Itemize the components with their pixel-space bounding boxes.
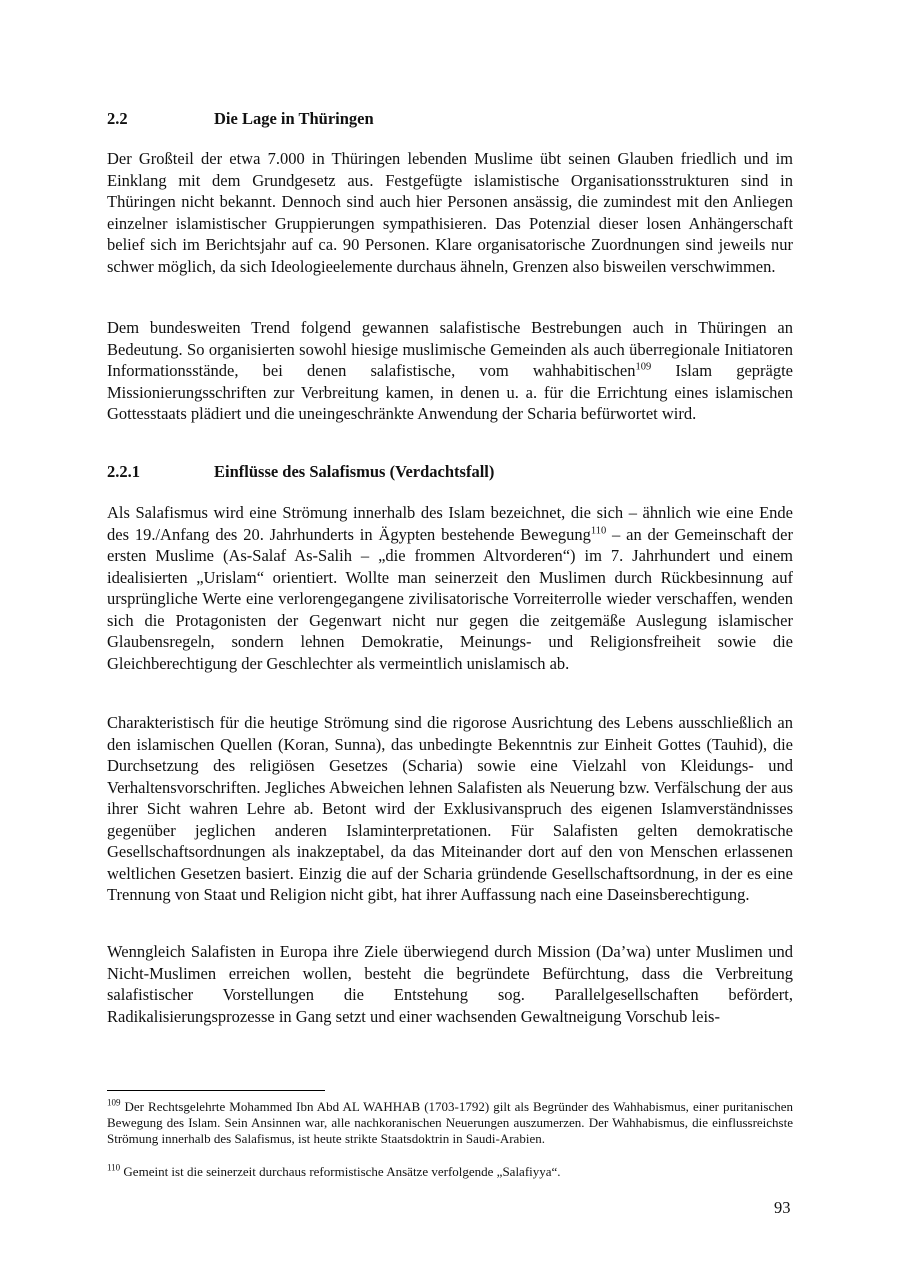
paragraph bbox=[107, 317, 793, 425]
section-number: 2.2.1 bbox=[107, 462, 140, 481]
footnote-number: 110 bbox=[107, 1162, 121, 1173]
section-title: Einflüsse des Salafismus (Verdachtsfall) bbox=[214, 462, 495, 481]
footnote-110 bbox=[107, 1164, 793, 1180]
paragraph: Der Großteil der etwa 7.000 in Thüringen lebenden Muslime übt seinen Glauben friedlich und im Einklang mit dem Grundgesetz aus. Festgefügte islamistische Organisationsstrukturen sind in Thüringen nicht bekannt. Dennoch sind auch hier Personen ansässig, die zumindest mit den Anliegen einzelner islamistischer Gruppierungen sympathisieren. Das Potenzial dieser losen Anhängerschaft belief sich im Berichtsjahr auf ca. 90 Personen. Klare organisatorische Zuordnungen sind jeweils nur schwer möglich, da sich Ideologieelemente durchaus ähneln, Grenzen also bisweilen verschwimmen. bbox=[107, 149, 793, 276]
footnote-number: 109 bbox=[107, 1097, 121, 1108]
paragraph-text: – an der Gemeinschaft der ersten Muslime (As-Salaf As-Salih – „die frommen Altvorderen“) im 7. Jahrhundert und einem idealisierten „Urislam“ orientiert. Wollte man seinerzeit den Muslimen durch Rückbesinnung auf ursprüngliche Werte eine verlorengegangene zivilisatorische Vorreiterrolle wieder verschaffen, wenden sich die Protagonisten der Gegenwart nicht nur gegen die zeitgemäße Auslegung islamischer Glaubensregeln, sondern lehnen Demokratie, Meinungs- und Religionsfreiheit sowie die Gleichberechtigung der Geschlechter als vermeintlich unislamisch ab. bbox=[107, 524, 793, 673]
section-number: 2.2 bbox=[107, 109, 128, 128]
paragraph: Charakteristisch für die heutige Strömung sind die rigorose Ausrichtung des Lebens ausschließlich an den islamischen Quellen (Koran, Sunna), das unbedingte Bekenntnis zur Einheit Gottes (Tauhid), die Durchsetzung des religiösen Gesetzes (Scharia) sowie eine Vielzahl von Kleidungs- und Verhaltensvorschriften. Jegliches Abweichen lehnen Salafisten als Neuerung bzw. Verfälschung der aus ihrer Sicht wahren Lehre ab. Betont wird der Exklusivanspruch des eigenen Islamverständnisses gegenüber jeglichen anderen Islaminterpretationen. Für Salafisten gelten demokratische Gesellschaftsordnungen als inakzeptabel, da das Miteinander dort auf den von Menschen erlassenen weltlichen Gesetzen basiert. Einzig die auf der Scharia gründende Gesellschaftsordnung, in der es eine Trennung von Staat und Religion nicht gibt, hat ihrer Auffassung nach eine Daseinsberechtigung. bbox=[107, 713, 793, 904]
footnote-reference: 110 bbox=[590, 525, 607, 536]
paragraph: Wenngleich Salafisten in Europa ihre Ziele überwiegend durch Mission (Da’wa) unter Muslimen und Nicht-Muslimen erreichen wollen, besteht die begründete Befürchtung, dass die Verbreitung salafistischer Vorstellungen die Entstehung sog. Parallelgesellschaften befördert, Radikalisierungsprozesse in Gang setzt und einer wachsenden Gewaltneigung Vorschub leis- bbox=[107, 942, 793, 1026]
footnote-text: Gemeint ist die seinerzeit durchaus reformistische Ansätze verfolgende „Salafiyya“. bbox=[120, 1164, 561, 1179]
footnote-109 bbox=[107, 1099, 793, 1147]
page-number: 93 bbox=[774, 1198, 791, 1217]
footnote-text: Der Rechtsgelehrte Mohammed Ibn Abd AL WAHHAB (1703-1792) gilt als Begründer des Wahhabismus, einer puritanischen Bewegung des Islam. Sein Ansinnen war, alle nachkoranischen Neuerungen auszumerzen. Der Wahhabismus, die einflussreichste Strömung innerhalb des Salafismus, ist heute strikte Staatsdoktrin in Saudi-Arabien. bbox=[107, 1099, 793, 1146]
paragraph-text: Dem bundesweiten Trend folgend gewannen salafistische Bestrebungen auch in Thüringen an Bedeutung. So organisierten sowohl hiesige muslimische Gemeinden als auch überregionale Initiatoren Informationsstände, bei denen salafistische, vom wahhabitischen bbox=[107, 318, 793, 380]
footnote-separator bbox=[107, 1090, 325, 1091]
section-title: Die Lage in Thüringen bbox=[214, 109, 374, 128]
footnote-reference: 109 bbox=[635, 361, 652, 373]
paragraph bbox=[107, 502, 793, 674]
paragraph-text: Islam geprägte Missionierungsschriften zur Verbreitung kamen, in denen u. a. für die Errichtung eines islamischen Gottesstaats plädiert und die uneingeschränkte Anwendung der Scharia befürwortet wird. bbox=[107, 361, 793, 423]
paragraph-text: Als Salafismus wird eine Strömung innerhalb des Islam bezeichnet, die sich – ähnlich wie eine Ende des 19./Anfang des 20. Jahrhunderts in Ägypten bestehende Bewegung bbox=[107, 503, 793, 544]
